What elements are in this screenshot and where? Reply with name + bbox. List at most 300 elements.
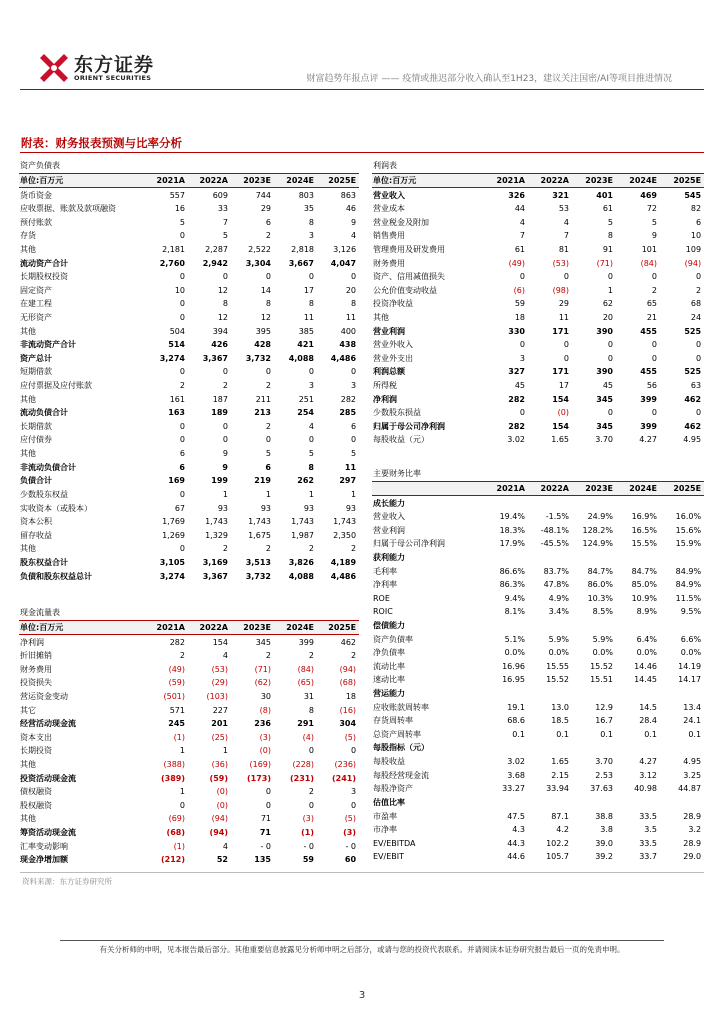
row-value: 0.0% [636,648,657,658]
row-value: 5 [265,449,271,459]
row-value: 68 [690,299,702,309]
row-value: 29 [558,299,569,309]
table-row [372,632,704,646]
row-value: 504 [169,326,185,336]
header-year: 2021A [484,173,528,188]
row-label: 资产、信用减值损失 [373,272,445,282]
row-label: 筹资活动现金流 [20,828,76,838]
row-value: 6.6% [680,634,702,644]
table-row [372,551,704,565]
row-label: 财务费用 [20,664,52,674]
row-value: 291 [297,719,314,729]
row-value: 33.5 [639,811,657,821]
table-row [19,515,359,529]
row-label: 长期借款 [20,421,52,431]
table-row [19,311,359,325]
footer-divider [60,940,664,941]
row-value: 7 [222,217,228,227]
row-value: 12 [217,313,228,322]
row-value: 1,743 [248,517,271,527]
row-value: 8 [607,231,613,241]
row-value: 9 [651,231,657,241]
row-value: (68) [339,678,357,688]
row-value: 9 [222,462,228,472]
row-value: 469 [640,190,657,200]
header-year: 2025E [317,620,359,635]
row-value: 4.27 [639,435,657,445]
row-value: 0 [222,272,228,282]
source-divider [20,872,704,873]
row-value: 15.51 [590,675,613,685]
table-title: 利润表 [373,161,397,171]
table-title-row [19,159,359,173]
table-row [372,433,704,447]
row-value: 5.9% [592,634,613,644]
row-value: 4 [222,841,228,851]
row-value: (0) [259,746,271,756]
row-value: 428 [254,340,271,350]
row-label: 归属于母公司净利润 [373,421,445,431]
row-value: 0.1 [688,729,702,739]
row-value: 2 [265,421,271,431]
row-value: (98) [552,285,569,295]
row-value: 1.65 [551,435,569,445]
row-value: (173) [246,773,271,783]
table-row [372,578,704,592]
row-value: 11 [303,313,314,322]
row-value: 47.8% [543,580,569,590]
table-row [372,406,704,420]
row-value [572,796,616,810]
row-label: 少数股东损益 [373,408,421,418]
row-value: 33.94 [546,784,569,794]
row-label: 经营活动现金流 [20,719,76,729]
row-value [528,619,572,633]
row-value: 18.3% [499,525,525,535]
row-value: 254 [297,408,314,418]
table-row [372,392,704,406]
row-value: 2 [265,651,271,661]
row-value: 17 [558,381,569,391]
orient-securities-logo-icon [36,52,68,84]
row-label: 其他 [20,449,36,459]
row-value: 2 [308,651,314,661]
table-header-row [372,173,704,188]
row-value: 3.70 [595,757,613,767]
row-label: 折旧摊销 [20,651,52,661]
row-label: 成长能力 [373,498,405,508]
row-value: 0 [265,787,271,797]
row-value: 399 [640,421,657,431]
row-value: (1) [301,828,314,838]
row-value: 5 [222,231,228,241]
row-value: 124.9% [582,539,613,549]
row-value: 3,732 [245,353,271,363]
row-value: 462 [684,421,702,431]
row-value: 86.3% [499,580,525,590]
row-value: 2 [179,651,185,661]
table-row [19,730,359,744]
row-value: 2 [308,787,314,797]
row-value [616,687,660,701]
row-value: 1,329 [205,530,228,540]
row-value: 14.5 [639,702,657,712]
table-row [372,728,704,742]
row-label: 资本公积 [20,517,52,527]
row-label: 债权融资 [20,787,52,797]
row-label: ROE [373,593,390,603]
row-label: 财务费用 [373,258,405,268]
row-label: 长期股权投资 [20,272,68,282]
row-value: 2 [651,285,657,295]
row-value: -1.5% [545,512,569,522]
table-row [19,649,359,663]
row-label: 估值比率 [373,797,405,807]
row-value: 0 [651,353,657,363]
row-value: 6.4% [636,634,657,644]
table-row [372,646,704,660]
row-value: 525 [684,326,702,336]
row-value: 8 [222,299,228,309]
row-value [616,496,660,510]
row-value [660,496,704,510]
table-row [19,338,359,352]
financial-ratios-table [372,467,704,864]
row-value: 37.63 [590,784,613,794]
header-year: 2024E [616,173,660,188]
row-value: 30 [260,691,271,701]
row-value: 5 [308,449,314,459]
table-row [372,741,704,755]
row-value: 4.95 [683,435,702,445]
row-value: 24.1 [683,716,702,726]
table-row [19,324,359,338]
row-value: 60 [344,855,357,865]
table-row [19,826,359,840]
row-value: 3.8 [600,825,613,835]
table-row [372,379,704,393]
row-value: 16.5% [631,525,657,535]
row-value: (59) [209,773,228,783]
row-value: 0 [651,340,657,350]
header-year: 2025E [660,481,704,496]
row-label: 公允价值变动收益 [373,285,437,295]
row-value: 154 [552,394,569,404]
row-value: 4 [222,651,228,661]
row-value: 0.1 [600,729,613,739]
income-statement-table [372,159,704,447]
header-unit: 单位:百万元 [19,173,145,188]
row-value: 0 [179,272,185,282]
row-value: 3,304 [245,258,271,268]
row-value: (59) [168,678,185,688]
row-label: 营业外支出 [373,353,413,363]
row-value: 345 [596,421,613,431]
row-value: 2 [222,544,228,554]
row-value: 171 [552,326,569,336]
row-label: 速动比率 [373,675,405,685]
table-row [372,850,704,864]
row-value: 245 [168,719,185,729]
row-value: 0.0% [592,648,613,658]
row-value: 5.9% [548,634,569,644]
table-row [19,447,359,461]
row-value: 321 [552,190,569,200]
row-value [572,619,616,633]
row-label: 净负债率 [373,648,405,658]
section-title: 附表：财务报表预测与比率分析 [21,136,182,150]
row-value: 33.27 [502,784,525,794]
row-value: (94) [211,814,228,824]
row-value: 282 [508,421,525,431]
row-value: 863 [340,190,357,200]
table-row [372,338,704,352]
row-value: 61 [602,204,613,214]
row-value: 28.4 [639,716,657,726]
row-value [484,741,528,755]
row-value: (69) [168,814,185,824]
row-value: 455 [640,326,657,336]
row-value [484,551,528,565]
row-value: 390 [596,367,613,377]
logo-text-cn: 东方证券 [74,54,155,76]
table-row [372,202,704,216]
row-value: 327 [508,367,525,377]
row-value: 8 [265,299,271,309]
row-value: 24 [690,313,702,322]
row-label: 流动比率 [373,661,405,671]
row-value: 14.17 [678,675,702,685]
row-value: 0 [179,313,185,322]
row-value: 14 [260,285,271,295]
row-value: 345 [596,394,613,404]
row-value: 6 [265,462,271,472]
row-value: 45 [514,381,525,391]
row-value: 0 [179,299,185,309]
row-value: - 0 [260,841,271,851]
row-value: 0 [179,800,185,810]
row-value: 2 [350,544,357,554]
row-value: 0 [179,231,185,241]
row-value: 29.0 [683,852,702,862]
table-row [372,215,704,229]
row-value: 1 [222,746,228,756]
row-value [484,687,528,701]
row-value: 0 [607,340,613,350]
header-year: 2022A [188,173,231,188]
row-value [572,496,616,510]
table-row [19,839,359,853]
row-value: 53 [558,204,569,214]
row-value: 0 [179,435,185,445]
table-title-row [372,467,704,481]
header-unit [372,481,484,496]
row-value: (5) [344,732,357,742]
row-value: 6 [179,449,185,459]
row-value: 1,987 [291,530,314,540]
row-value: 400 [340,326,357,336]
table-row [372,352,704,366]
row-value: 0 [350,367,357,377]
row-value: 1 [308,489,314,499]
header-year: 2022A [188,620,231,635]
row-value: 171 [552,367,569,377]
row-label: 营运能力 [373,689,405,699]
table-row [19,635,359,649]
row-value: 8 [308,462,314,472]
row-value: 0 [695,272,702,282]
row-value: 0 [695,408,702,418]
row-value: 426 [211,340,228,350]
row-value: 13.0 [551,702,569,712]
row-value: 3,732 [245,571,271,581]
row-value: (6) [513,285,525,295]
row-value: 3.5 [644,825,657,835]
row-label: 管理费用及研发费用 [373,244,445,254]
row-value: 2,350 [333,530,357,540]
header-year: 2024E [616,481,660,496]
row-value: 2.53 [595,770,613,780]
row-value: 17 [303,285,314,295]
table-row [19,433,359,447]
row-value: 10.9% [631,593,657,603]
row-value: (49) [168,664,185,674]
row-label: 获利能力 [373,552,405,562]
row-value: 4,088 [288,353,314,363]
row-value: 1,769 [162,517,185,527]
row-value: 803 [298,190,314,200]
page-number: 3 [358,990,366,1001]
row-label: 投资净收益 [373,299,413,309]
row-value: 1 [222,489,228,499]
row-label: ROIC [373,607,393,617]
row-label: 净利润 [373,394,397,404]
row-value: 163 [168,408,185,418]
row-label: 实收资本（或股本） [20,503,92,513]
row-value: 12 [260,313,271,322]
table-title: 现金流量表 [20,608,60,618]
row-label: 流动负债合计 [20,408,68,418]
row-value: 462 [340,637,357,647]
row-value: 28.9 [683,838,702,848]
row-label: 营业外收入 [373,340,413,350]
table-row [372,256,704,270]
row-value: 4,486 [330,571,357,581]
row-value: 135 [254,855,271,865]
row-value: 82 [690,204,702,214]
row-value: 236 [254,719,271,729]
row-value: 84.9% [675,566,702,576]
table-row [372,591,704,605]
row-value: 14.19 [678,661,702,671]
row-value: 3.70 [595,435,613,445]
row-value: 84.9% [675,580,702,590]
row-value: 2 [308,544,314,554]
row-value: (49) [508,258,525,268]
table-title-row [19,606,359,620]
row-value: 56 [646,381,657,391]
row-value: 4,189 [330,557,357,567]
header-year: 2022A [528,481,572,496]
row-value: (62) [254,678,271,688]
row-value: 18.5 [551,716,569,726]
row-value: 1.65 [551,757,569,767]
row-value: 93 [345,503,357,513]
row-value [484,619,528,633]
disclaimer-text: 有关分析师的申明，见本报告最后部分。其他重要信息披露见分析师申明之后部分，或请与您的投资代表联系。并请阅读本证券研究报告最后一页的免责申明。 [99,945,625,954]
table-row [19,690,359,704]
row-value: (94) [684,258,702,268]
table-row [372,365,704,379]
row-value: 285 [339,408,357,418]
row-value: 395 [255,326,271,336]
table-row [19,703,359,717]
row-value: 3.25 [683,770,702,780]
table-row [19,420,359,434]
row-value: 1 [179,746,185,756]
row-value: 16.95 [502,675,525,685]
row-label: 市净率 [373,825,397,835]
table-title: 资产负债表 [20,161,60,171]
row-label: 投资损失 [20,678,52,688]
table-header-row [372,481,704,496]
row-value: 0 [563,340,569,350]
row-value: 39.0 [595,838,613,848]
table-row [19,188,359,202]
row-value: 0.1 [512,729,525,739]
row-value: 93 [260,503,271,513]
row-value: 421 [297,340,314,350]
row-value: 86.0% [587,580,613,590]
row-value: 8 [308,217,314,227]
table-row [19,528,359,542]
row-value: 72 [646,204,657,214]
row-value: (53) [552,258,569,268]
row-value: - 0 [303,841,314,851]
row-value: 44.87 [678,784,702,794]
row-value: 455 [640,367,657,377]
row-label: 毛利率 [373,566,397,576]
source-note: 资料来源：东方证券研究所 [22,877,112,886]
row-value: 13.4 [683,702,702,712]
row-value: 2 [350,651,357,661]
row-label: 每股指标（元） [373,743,429,753]
row-value: 93 [303,503,314,513]
row-value: 15.52 [590,661,613,671]
row-value: 16.7 [595,716,613,726]
row-label: 负债合计 [20,476,52,486]
row-value: 8.9% [636,607,657,617]
table-row [19,352,359,366]
row-value: - 0 [345,841,357,851]
row-label: 少数股东权益 [20,489,68,499]
row-value: 0 [519,340,525,350]
table-row [372,673,704,687]
row-value: 3 [308,231,314,241]
row-label: 营业利润 [373,326,405,336]
table-row [19,202,359,216]
row-value: 2 [179,381,185,391]
row-value: 20 [602,313,613,322]
row-value: 10 [174,285,185,295]
row-label: 每股净资产 [373,784,413,794]
row-value: 1,743 [291,517,314,527]
row-value: 18 [345,691,357,701]
row-value: 304 [339,719,357,729]
row-value: 21 [646,313,657,322]
row-value: 0 [308,746,314,756]
row-value: 14.45 [634,675,657,685]
